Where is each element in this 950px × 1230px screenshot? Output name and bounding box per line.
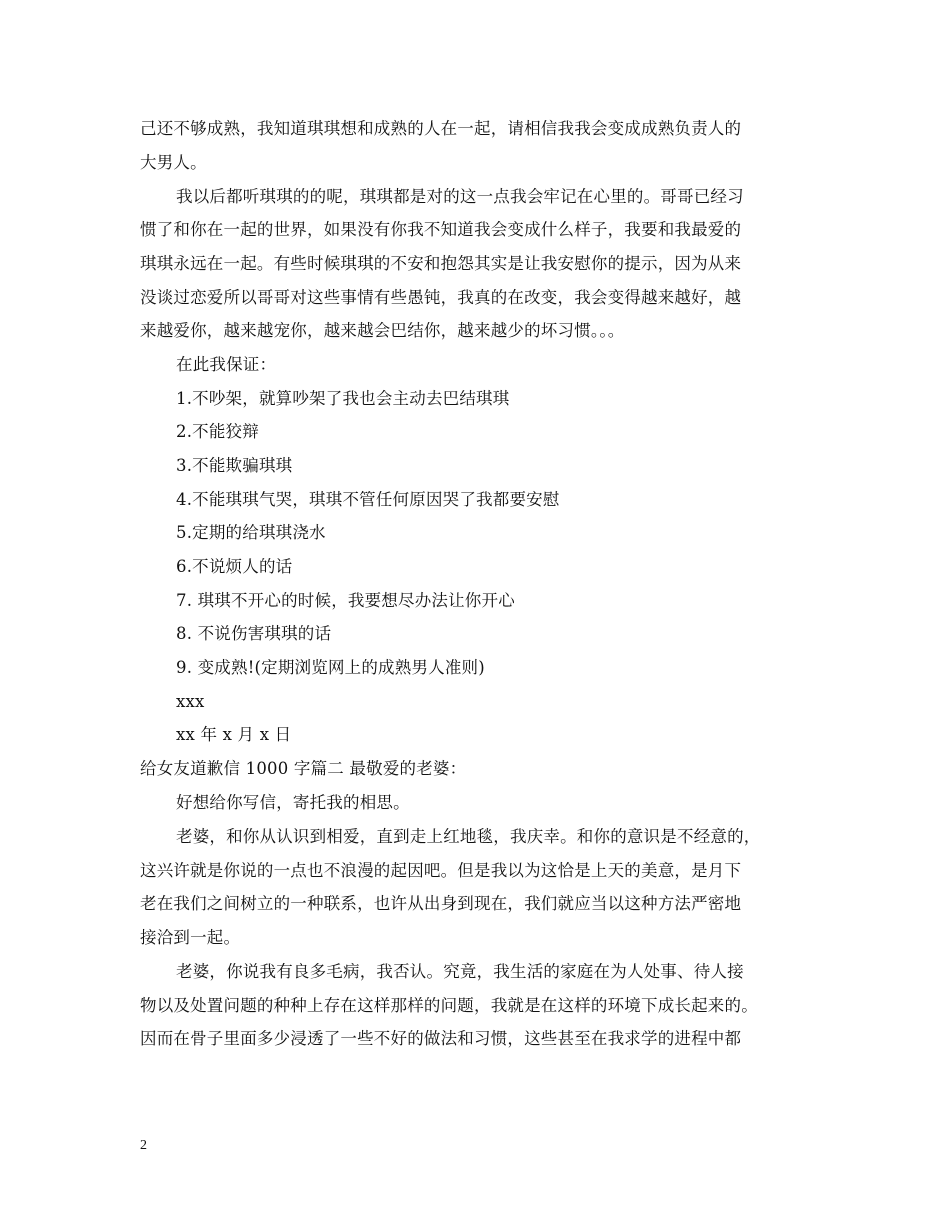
list-item: 4.不能琪琪气哭，琪琪不管任何原因哭了我都要安慰 <box>176 490 560 509</box>
text-line: 接洽到一起。 <box>140 928 241 947</box>
signature: xxx <box>176 692 205 711</box>
list-item: 5.定期的给琪琪浇水 <box>176 523 326 542</box>
text-line: 老婆，你说我有良多毛病，我否认。究竟，我生活的家庭在为人处事、待人接 <box>176 962 744 981</box>
text-line: 因而在骨子里面多少浸透了一些不好的做法和习惯，这些甚至在我求学的进程中都 <box>140 1029 742 1048</box>
list-item: 9. 变成熟!(定期浏览网上的成熟男人准则) <box>176 658 485 677</box>
text-line: 惯了和你在一起的世界，如果没有你我不知道我会变成什么样子，我要和我最爱的 <box>140 220 742 239</box>
text-line: 好想给你写信，寄托我的相思。 <box>176 793 410 812</box>
text-line: 老在我们之间树立的一种联系，也许从出身到现在，我们就应当以这种方法严密地 <box>140 894 742 913</box>
text-line: 没谈过恋爱所以哥哥对这些事情有些愚钝，我真的在改变，我会变得越来越好，越 <box>140 288 742 307</box>
text-line: 物以及处置问题的种种上存在这样那样的问题，我就是在这样的环境下成长起来的。 <box>140 996 758 1015</box>
list-item: 7. 琪琪不开心的时候，我要想尽办法让你开心 <box>176 591 515 610</box>
text-line: 大男人。 <box>140 153 207 172</box>
text-line: 琪琪永远在一起。有些时候琪琪的不安和抱怨其实是让我安慰你的提示，因为从来 <box>140 254 742 273</box>
text-line: 在此我保证： <box>176 355 277 374</box>
text-line: 老婆，和你从认识到相爱，直到走上红地毯，我庆幸。和你的意识是不经意的， <box>176 827 761 846</box>
list-item: 8. 不说伤害琪琪的话 <box>176 624 332 643</box>
section-heading: 给女友道歉信 1000 字篇二 最敬爱的老婆： <box>140 759 467 778</box>
list-item: 2.不能狡辩 <box>176 422 259 441</box>
text-line: 来越爱你，越来越宠你，越来越会巴结你，越来越少的坏习惯。。。 <box>140 321 625 340</box>
page-number: 2 <box>140 1138 147 1153</box>
list-item: 3.不能欺骗琪琪 <box>176 456 293 475</box>
date-line: xx 年 x 月 x 日 <box>176 725 292 744</box>
text-line: 我以后都听琪琪的的呢，琪琪都是对的这一点我会牢记在心里的。哥哥已经习 <box>176 187 744 206</box>
list-item: 1.不吵架，就算吵架了我也会主动去巴结琪琪 <box>176 389 510 408</box>
text-line: 己还不够成熟，我知道琪琪想和成熟的人在一起，请相信我我会变成成熟负责人的 <box>140 119 742 138</box>
text-line: 这兴许就是你说的一点也不浪漫的起因吧。但是我以为这恰是上天的美意，是月下 <box>140 861 742 880</box>
list-item: 6.不说烦人的话 <box>176 557 293 576</box>
